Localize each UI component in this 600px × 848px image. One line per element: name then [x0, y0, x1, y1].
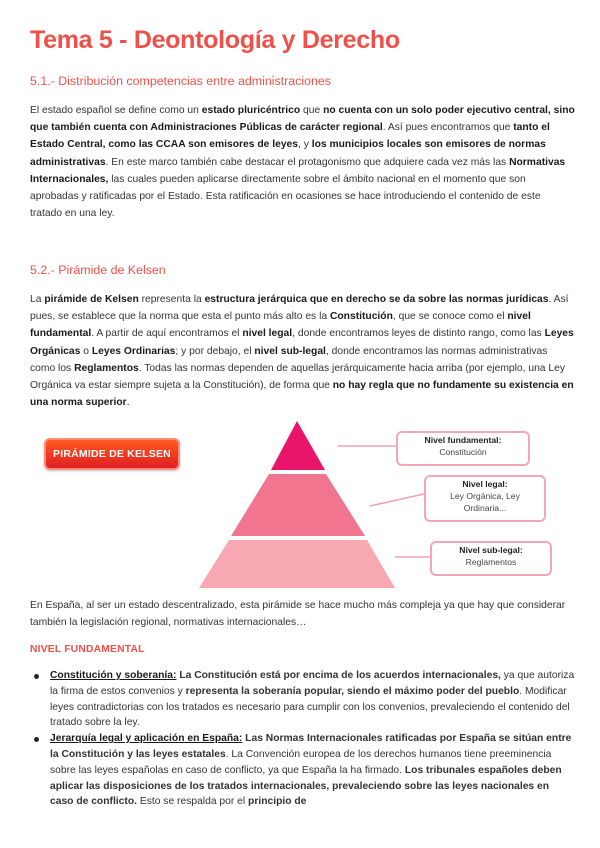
text-run: . La Convención europea de los derechos humanos tiene preeminencia sobre las leyes españolas en caso de conflicto, ya que España la ha firmado. [50, 748, 552, 776]
bold-run: nivel fundamental [30, 311, 531, 340]
text-run: . Modificar leyes contradictorias con los tratados es necesario para cumplir con los convenios, prevaleciendo el contenido del tratado sobre la ley. [50, 685, 570, 729]
level-text: Reglamentos [465, 557, 517, 567]
text-run: , y [298, 139, 312, 151]
level-title: Nivel legal: [462, 479, 508, 489]
bold-run: Reglamentos [74, 362, 139, 374]
bold-run: Las Normas Internacionales ratificadas por España se sitúan entre la Constitución y las leyes estatales [50, 733, 572, 760]
bold-run: tanto el Estado Central, como las CCAA son emisores de leyes [30, 122, 550, 151]
list-item [30, 731, 575, 810]
text-run: , donde encontramos las normas administrativas como los [30, 345, 548, 374]
text-run: . Así pues, se establece que la norma que esta el punto más alto es la [30, 294, 569, 323]
bullet-list [30, 668, 575, 810]
text-run: representa la [138, 294, 205, 305]
bold-run: nivel legal [242, 328, 293, 340]
after-diagram-paragraph: En España, al ser un estado descentralizado, esta pirámide se hace mucho más compleja ya que hay que considerar también la legislación regional, normativas internacionales… [30, 600, 566, 629]
bold-run: Leyes Orgánicas [30, 328, 574, 357]
tier-fundamental [271, 421, 325, 470]
bold-run: los municipios locales son emisores de normas administrativas [30, 139, 546, 168]
section-5-2-paragraph [30, 291, 575, 411]
bold-run: Los tribunales españoles deben aplicar las disposiciones de los tratados internacionales, prevaleciendo sobre las leyes nacionales en caso de conflicto. [50, 764, 562, 808]
level-title: Nivel fundamental: [424, 435, 502, 445]
bold-run: La Constitución está por encima de los acuerdos internacionales, [179, 670, 501, 681]
level-text: Ley Orgánica, Ley Ordinaria... [450, 491, 520, 513]
tier-legal [231, 474, 365, 536]
bold-run: Constitución [329, 311, 393, 323]
section-heading-5-1: 5.1.- Distribución competencias entre administraciones [30, 74, 331, 88]
text-run: . Así pues encontramos que [382, 122, 514, 134]
kelsen-badge: PIRÁMIDE DE KELSEN [44, 438, 180, 470]
section-heading-5-2: 5.2.- Pirámide de Kelsen [30, 263, 166, 277]
nivel-fundamental-heading: NIVEL FUNDAMENTAL [30, 644, 145, 655]
bold-run: estructura jerárquica que en derecho se da sobre las normas jurídicas [204, 294, 549, 305]
text-run: El estado español se define como un [30, 105, 202, 116]
bullet-title: Jerarquía legal y aplicación en España: [50, 733, 243, 745]
text-run: ya que autoriza la firma de estos convenios y [50, 670, 575, 697]
text-run: ; y por debajo, el [175, 345, 255, 357]
text-run: que [300, 105, 324, 116]
text-run: . En este marco también cabe destacar el protagonismo que adquiere cada vez más las [105, 156, 510, 168]
text-run: o [80, 345, 92, 357]
level-box-sublegal [430, 541, 552, 576]
bold-run: representa la soberanía popular, siendo el máximo poder del pueblo [185, 685, 520, 697]
text-run: las cuales pueden aplicarse directamente sobre el ámbito nacional en el momento que son aprobadas y ratificadas por el Estado. Esta ratificación en ocasiones se hace introduciendo el contenido de este tratado en una ley. [30, 173, 541, 220]
bold-run: nivel sub-legal [254, 345, 326, 357]
list-item [30, 668, 575, 731]
level-box-legal [424, 475, 546, 522]
bold-run: Leyes Ordinarias [91, 345, 176, 357]
bold-run: estado pluricéntrico [201, 105, 301, 116]
text-run: La [30, 294, 45, 305]
level-title: Nivel sub-legal: [459, 545, 523, 555]
section-5-1-paragraph [30, 102, 575, 222]
bold-run: Normativas Internacionales, [30, 156, 566, 185]
bullet-title: Constitución y soberanía: [50, 670, 177, 681]
text-run: . [126, 397, 130, 409]
tier-sublegal [199, 540, 395, 588]
bold-run: pirámide de Kelsen [44, 294, 139, 305]
bold-run: no cuenta con un solo poder ejecutivo central, sino que también cuenta con Administraciones Públicas de carácter regional [30, 105, 575, 134]
page-title: Tema 5 - Deontología y Derecho [30, 26, 400, 54]
text-run: Esto se respalda por el [136, 796, 249, 808]
text-run: . Todas las normas dependen de aquellas jerárquicamente hacia arriba (por ejemplo, una Ley Orgánica va estar siempre sujeta a la Constitución), de forma que [30, 362, 565, 392]
bold-run: no hay regla que no fundamente su existencia en una norma superior [30, 380, 574, 409]
text-run: , donde encontramos leyes de distinto rango, como las [292, 328, 545, 340]
text-run: , que se conoce como el [392, 311, 508, 323]
text-run: . A partir de aquí encontramos el [91, 328, 243, 340]
connector-legal [370, 494, 424, 506]
bold-run: principio de [248, 796, 307, 808]
level-text: Constitución [439, 447, 487, 457]
level-box-fundamental [396, 431, 530, 466]
